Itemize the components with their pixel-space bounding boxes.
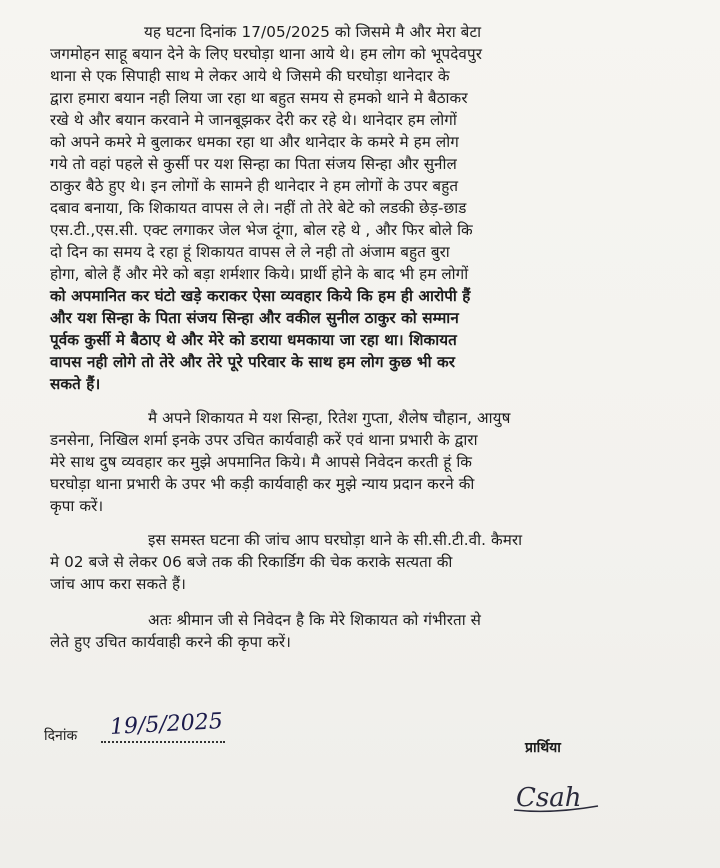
paragraph-1-line-11: दो दिन का समय दे रहा हूं शिकायत वापस ले ले नही तो अंजाम बहुत बुरा xyxy=(50,243,450,261)
applicant-label: प्रार्थिया xyxy=(525,740,561,756)
signature-image xyxy=(512,776,602,816)
paragraph-1-line-14: और यश सिन्हा के पिता संजय सिन्हा और वकील सुनील ठाकुर को सम्मान xyxy=(50,309,459,327)
paragraph-1-line-12: होगा, बोले हैं और मेरे को बड़ा शर्मशार किये। प्रार्थी होने के बाद भी हम लोगों xyxy=(50,265,469,283)
date-label: दिनांक xyxy=(44,728,78,744)
paragraph-1-line-5: रखे थे और बयान करवाने मे जानबूझकर देरी कर रहे थे। थानेदार हम लोगों xyxy=(50,111,457,129)
paragraph-1-line-10: एस.टी.,एस.सी. एक्ट लगाकर जेल भेज दूंगा, बोल रहे थे , और फिर बोले कि xyxy=(50,221,473,239)
paragraph-2-line-4: घरघोड़ा थाना प्रभारी के उपर भी कड़ी कार्यवाही कर मुझे न्याय प्रदान करने की xyxy=(50,475,475,493)
paragraph-1-line-6: को अपने कमरे मे बुलाकर धमका रहा था और थानेदार के कमरे मे हम लोग xyxy=(50,133,459,151)
paragraph-1-line-8: ठाकुर बैठे हुए थे। इन लोगों के सामने ही थानेदार ने हम लोगों के उपर बहुत xyxy=(50,177,459,195)
paragraph-1-line-2: जगमोहन साहू बयान देने के लिए घरघोड़ा थाना आये थे। हम लोग को भूपदेवपुर xyxy=(50,45,483,63)
paragraph-4-line-1: अतः श्रीमान जी से निवेदन है कि मेरे शिकायत को गंभीरता से xyxy=(148,611,482,629)
paragraph-2-line-2: डनसेना, निखिल शर्मा इनके उपर उचित कार्यवाही करें एवं थाना प्रभारी के द्वारा xyxy=(50,431,478,449)
paragraph-1-line-1: यह घटना दिनांक 17/05/2025 को जिसमे मै और मेरा बेटा xyxy=(144,23,482,41)
paragraph-4-line-2: लेते हुए उचित कार्यवाही करने की कृपा करें। xyxy=(50,633,292,651)
paragraph-1-line-3: थाना से एक सिपाही साथ मे लेकर आये थे जिसमे की घरघोड़ा थानेदार के xyxy=(50,67,450,85)
paragraph-1-line-9: दबाव बनाया, कि शिकायत वापस ले ले। नहीं तो तेरे बेटे को लडकी छेड़-छाड xyxy=(50,199,467,217)
paragraph-2-line-5: कृपा करें। xyxy=(50,497,104,515)
paragraph-1-line-15: पूर्वक कुर्सी मे बैठाए थे और मेरे को डराया धमकाया जा रहा था। शिकायत xyxy=(50,331,457,349)
paragraph-1-line-7: गये तो वहां पहले से कुर्सी पर यश सिन्हा का पिता संजय सिन्हा और सुनील xyxy=(50,155,457,173)
paragraph-3-line-3: जांच आप करा सकते हैं। xyxy=(50,575,187,593)
paragraph-1-line-17: सकते हैं। xyxy=(50,375,101,393)
signature-text: Csah xyxy=(516,783,582,813)
paragraph-3-line-2: मे 02 बजे से लेकर 06 बजे तक की रिकार्डिग की चेक कराके सत्यता की xyxy=(50,553,453,571)
handwritten-date: 19/5/2025 xyxy=(109,709,224,740)
paragraph-1-line-13: को अपमानित कर घंटो खड़े कराकर ऐसा व्यवहार किये कि हम ही आरोपी हैं xyxy=(50,287,471,305)
paragraph-1-line-16: वापस नही लोगे तो तेरे और तेरे पूरे परिवार के साथ हम लोग कुछ भी कर xyxy=(50,353,456,371)
paragraph-2-line-3: मेरे साथ दुष व्यवहार कर मुझे अपमानित किये। मै आपसे निवेदन करती हूं कि xyxy=(50,453,473,471)
paragraph-3-line-1: इस समस्त घटना की जांच आप घरघोड़ा थाने के सी.सी.टी.वी. कैमरा xyxy=(148,531,523,549)
paragraph-2-line-1: मै अपने शिकायत मे यश सिन्हा, रितेश गुप्ता, शैलेष चौहान, आयुष xyxy=(148,409,511,427)
date-dotted-line xyxy=(101,741,225,743)
paragraph-1-line-4: द्वारा हमारा बयान नही लिया जा रहा था बहुत समय से हमको थाने मे बैठाकर xyxy=(50,89,468,107)
